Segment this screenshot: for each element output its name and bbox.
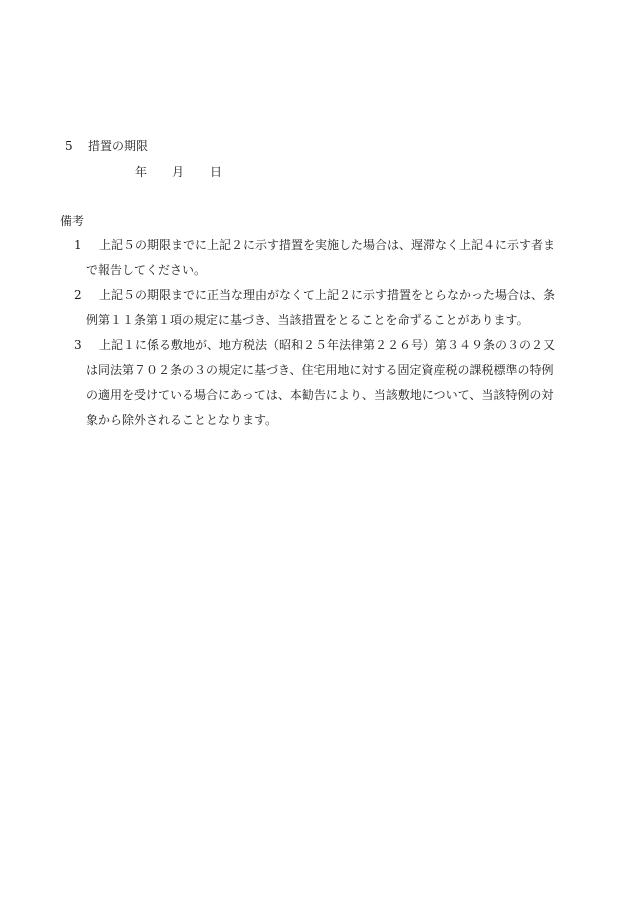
remark-3-number: 3: [74, 338, 82, 352]
remark-2-line-2: 例第１１条第１項の規定に基づき、当該措置をとることを命ずることがあります。: [86, 313, 529, 327]
remark-3-line-3: の適用を受けている場合にあっては、本勧告により、当該敷地について、当該特例の対: [86, 388, 554, 402]
remark-3-line-1: 上記１に係る敷地が、地方税法（昭和２５年法律第２２６号）第３４９条の３の２又: [99, 338, 556, 352]
remark-2-line-1: 上記５の期限までに正当な理由がなくて上記２に示す措置をとらなかった場合は、条: [99, 288, 556, 302]
deadline-month-label: 月: [172, 165, 185, 179]
remark-2-number: 2: [74, 288, 82, 302]
remarks-title: 備考: [60, 214, 85, 228]
remark-1-number: 1: [74, 238, 82, 252]
remark-3-line-4: 象から除外されることとなります。: [86, 413, 278, 427]
deadline-day-label: 日: [210, 165, 223, 179]
remark-3-line-2: は同法第７０２条の３の規定に基づき、住宅用地に対する固定資産税の課税標準の特例: [86, 363, 554, 377]
remark-1-line-2: で報告してください。: [86, 263, 207, 277]
deadline-year-label: 年: [135, 165, 148, 179]
section-title: 措置の期限: [88, 139, 149, 153]
remark-1-line-1: 上記５の期限までに上記２に示す措置を実施した場合は、遅滞なく上記４に示す者ま: [99, 238, 556, 252]
section-number: 5: [65, 139, 73, 153]
